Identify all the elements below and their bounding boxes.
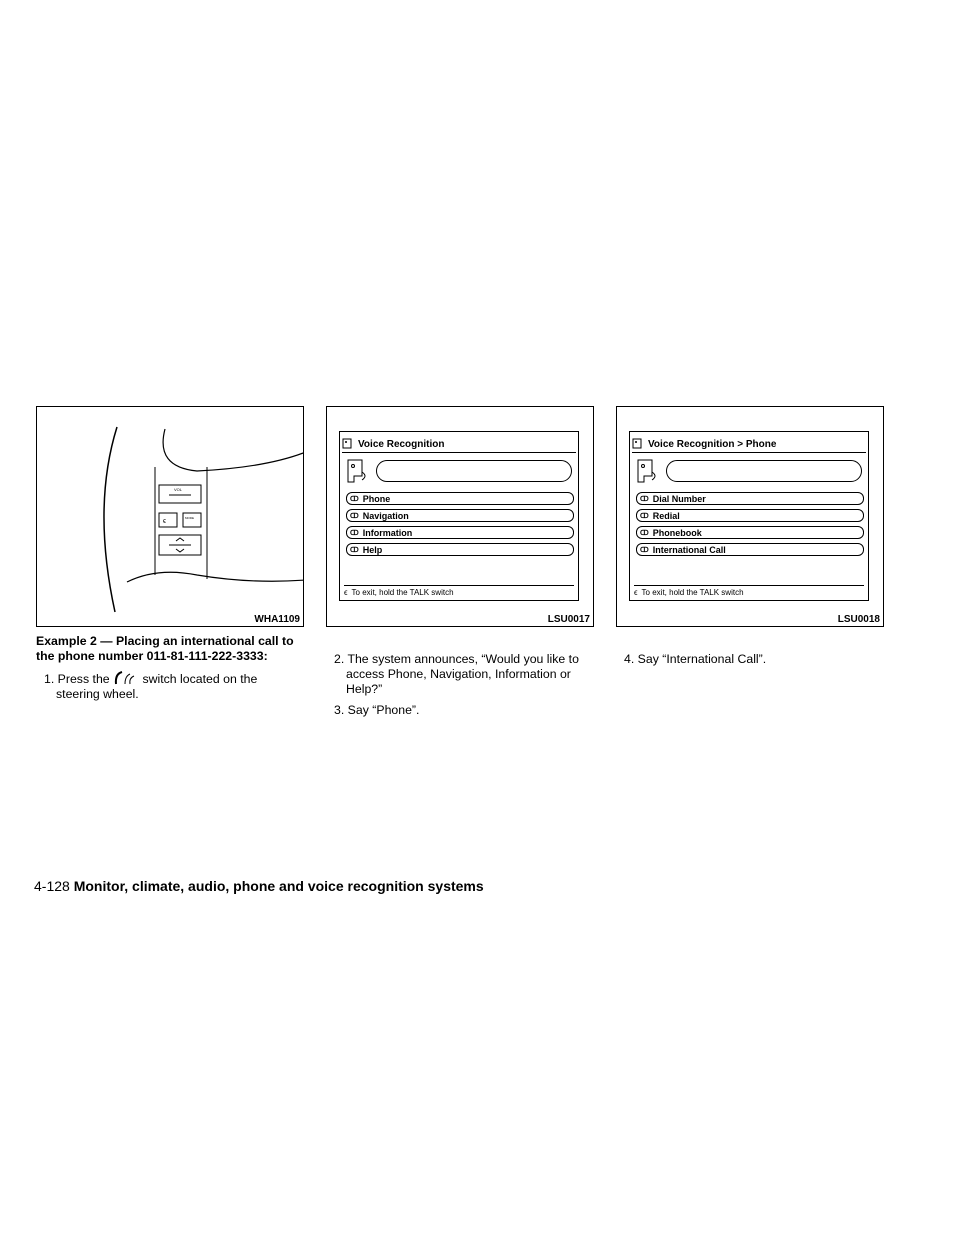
text-column-2 [326,652,594,718]
figure-voice-recognition [326,406,594,627]
menu-item-information[interactable]: ↀ Information [346,526,574,539]
menu-item-help[interactable]: ↀ Help [346,543,574,556]
screen-title: Voice Recognition > Phone [632,436,866,453]
menu-item-redial[interactable]: ↀ Redial [636,509,864,522]
voice-command-icon: ↀ [640,495,649,503]
figure-code: LSU0018 [837,614,880,625]
voice-command-icon: ↀ [640,512,649,520]
vr-phone-screen [629,431,869,601]
menu-item-phonebook[interactable]: ↀ Phonebook [636,526,864,539]
screen-title: Voice Recognition [342,436,576,453]
voice-command-icon: ↀ [640,546,649,554]
speech-bubble [666,460,862,482]
figure-steering-wheel [36,406,304,627]
vr-menu [346,492,574,560]
talk-switch-icon: ϵ [344,588,348,597]
voice-head-icon [342,438,354,450]
page-footer [34,878,484,894]
voice-command-icon: ↀ [350,529,359,537]
vr-screen [339,431,579,601]
step-1: 1. Press the switch located on the steering wheel. [44,672,258,701]
speech-bubble [376,460,572,482]
figure-code: LSU0017 [547,614,590,625]
menu-item-phone[interactable]: ↀ Phone [346,492,574,505]
text-column-3 [616,652,884,667]
menu-item-international-call[interactable]: ↀ International Call [636,543,864,556]
menu-item-navigation[interactable]: ↀ Navigation [346,509,574,522]
mode-label: MODE [185,516,194,520]
steering-wheel-illustration [37,407,304,627]
exit-note: ϵ To exit, hold the TALK switch [344,585,574,597]
section-title: Monitor, climate, audio, phone and voice recognition systems [73,878,484,894]
vol-label: VOL [174,487,183,492]
talk-switch [159,513,177,527]
step-3: 3. Say “Phone”. [334,703,420,717]
menu-item-dial-number[interactable]: ↀ Dial Number [636,492,864,505]
figure-code: WHA1109 [254,614,300,625]
voice-command-icon: ↀ [640,529,649,537]
figure-vr-phone [616,406,884,627]
voice-command-icon: ↀ [350,546,359,554]
voice-command-icon: ↀ [350,512,359,520]
svg-text:ϵ: ϵ [163,518,167,525]
step-4: 4. Say “International Call”. [624,652,767,666]
step-2: 2. The system announces, “Would you like to access Phone, Navigation, Information or Help?” [334,652,579,696]
page-number: 4-128 [34,878,70,894]
voice-head-icon [632,438,644,450]
vr-phone-menu [636,492,864,560]
talk-switch-icon [113,670,139,686]
example-heading: Example 2 — Placing an international call to the phone number 011-81-111-222-3333: [36,634,294,663]
voice-command-icon: ↀ [350,495,359,503]
exit-note: ϵ To exit, hold the TALK switch [634,585,864,597]
talk-switch-icon: ϵ [634,588,638,597]
speaking-head-icon [634,458,662,484]
text-column-1 [36,634,304,702]
speaking-head-icon [344,458,372,484]
